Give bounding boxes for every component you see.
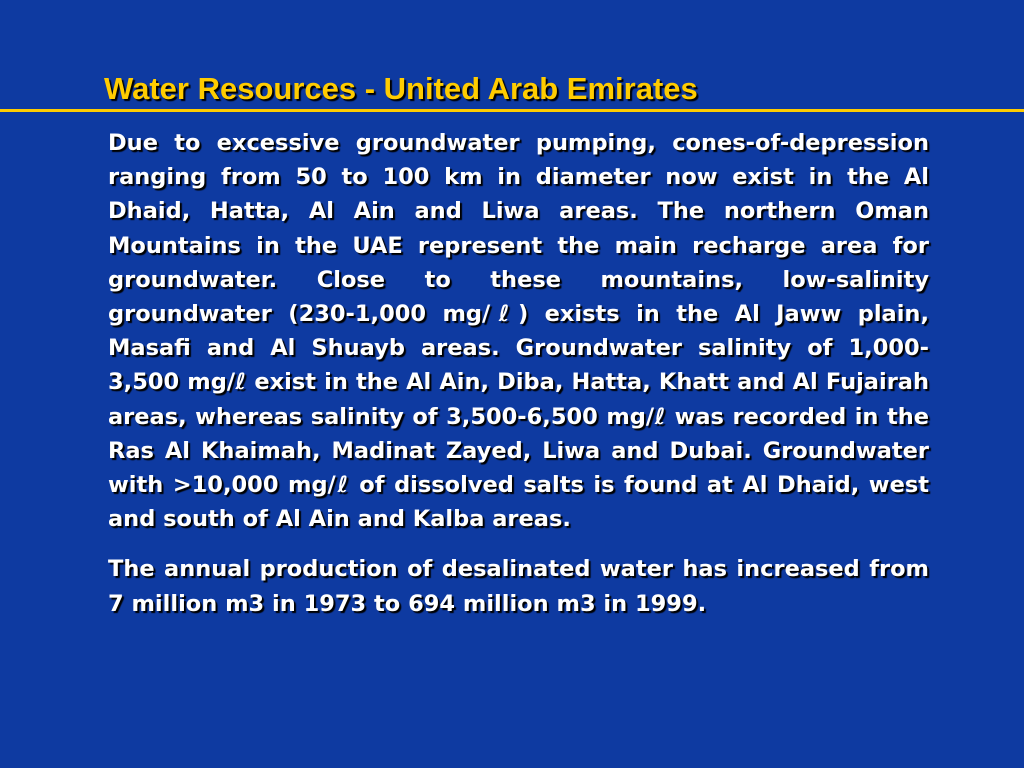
title-divider [0, 109, 1024, 112]
paragraph-desalination: The annual production of desalinated water has increased from 7 million m3 in 1973 to 694 million m3 in 1999. [108, 556, 929, 617]
slide-title: Water Resources - United Arab Emirates [104, 71, 698, 106]
slide-body [108, 126, 929, 621]
paragraph-groundwater: Due to excessive groundwater pumping, cones-of-depression ranging from 50 to 100 km in diameter now exist in the Al Dhaid, Hatta, Al Ain and Liwa areas. The northern Oman Mountains in the UAE represent the main recharge area for groundwater. Close to these mountains, low-salinity groundwater (230-1,000 mg/ℓ) exists in the Al Jaww plain, Masafi and Al Shuayb areas. Groundwater salinity of 1,000-3,500 mg/ℓ exist in the Al Ain, Diba, Hatta, Khatt and Al Fujairah areas, whereas salinity of 3,500-6,500 mg/ℓ was recorded in the Ras Al Khaimah, Madinat Zayed, Liwa and Dubai. Groundwater with >10,000 mg/ℓ of dissolved salts is found at Al Dhaid, west and south of Al Ain and Kalba areas. [108, 130, 929, 533]
